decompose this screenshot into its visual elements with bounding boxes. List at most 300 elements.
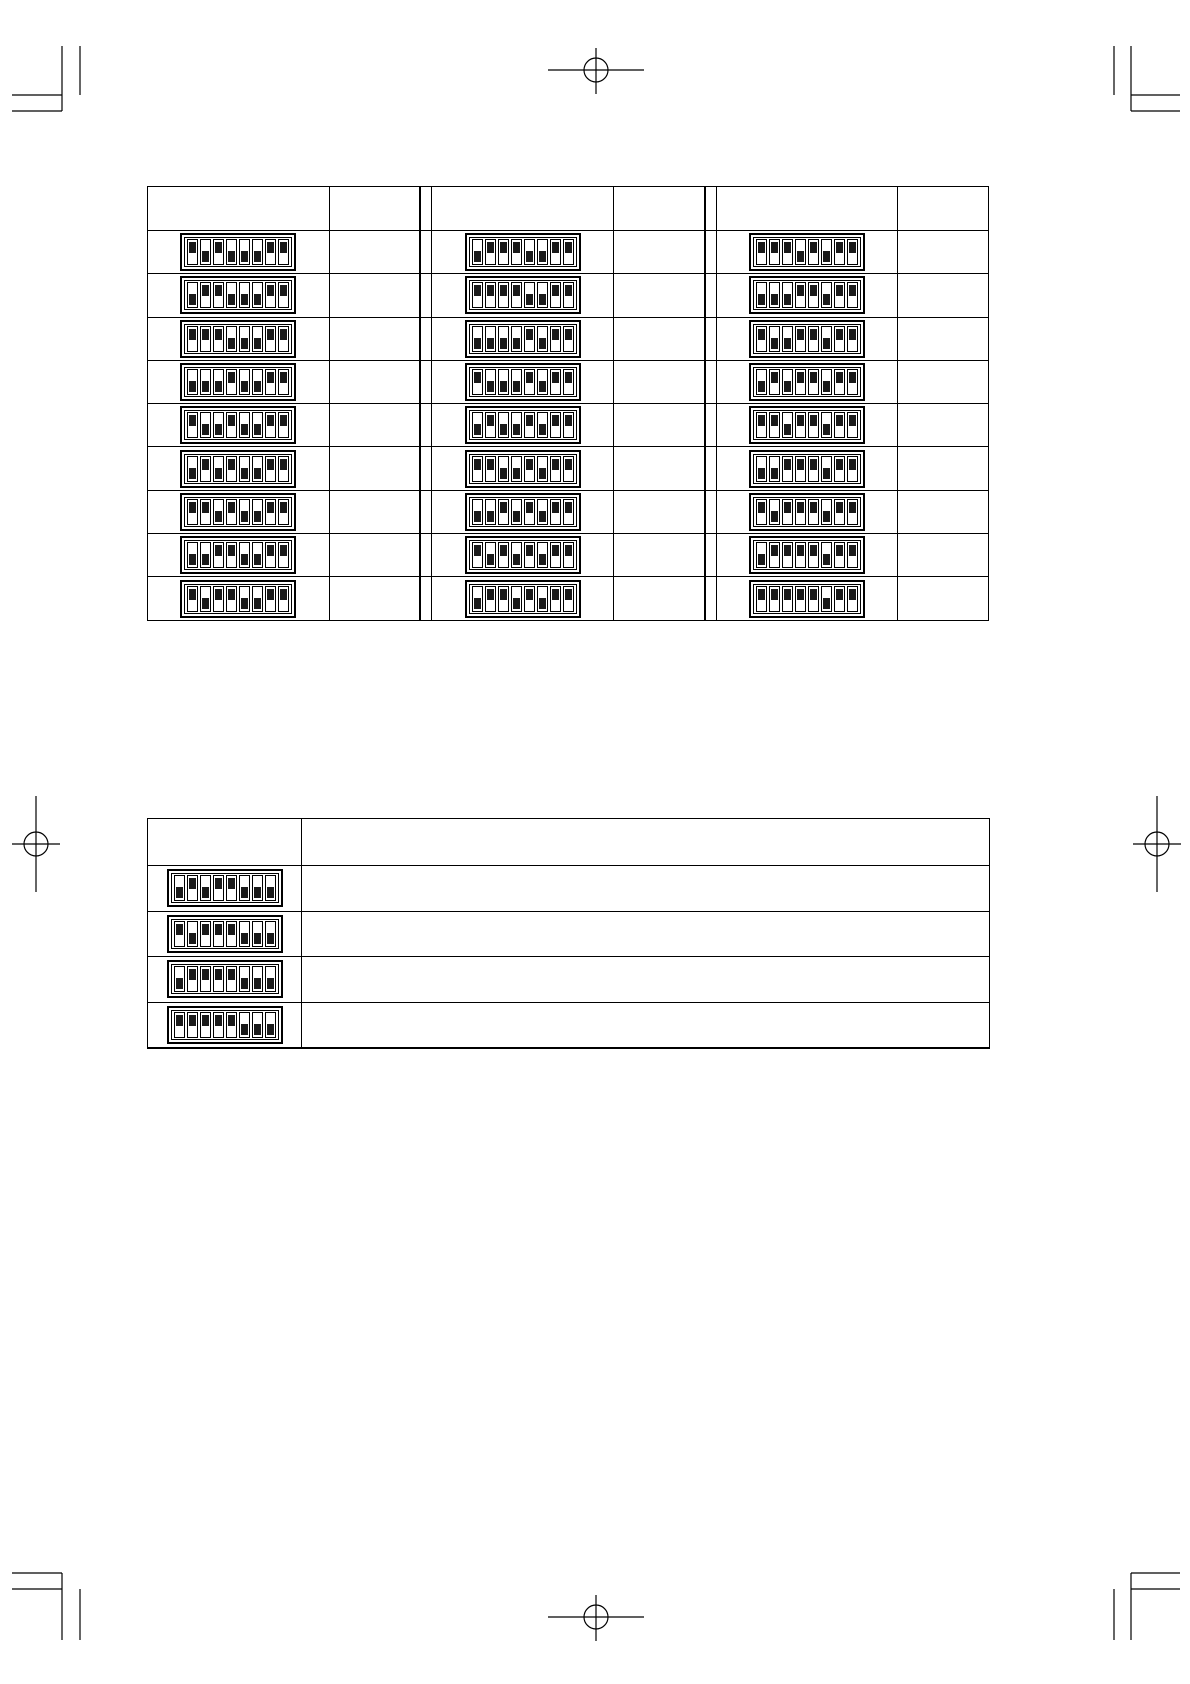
switch-setting-cell: [716, 231, 898, 274]
switch-setting-cell: [148, 274, 330, 317]
dip-switch-7-up: [550, 456, 561, 482]
dip-switch-5-up: [808, 326, 819, 352]
switch-knob: [836, 545, 843, 556]
switch-knob: [254, 1024, 261, 1035]
switch-knob: [241, 511, 248, 522]
switch-setting-cell: [148, 490, 330, 533]
dip-switch-2-down: [200, 586, 211, 612]
dip-switch-4-down: [511, 499, 522, 525]
dip-switch-3-up: [213, 586, 224, 612]
dip-switch-4-up: [226, 369, 237, 395]
switch-setting-cell: [716, 490, 898, 533]
value-cell: [329, 360, 420, 403]
column-separator: [705, 231, 716, 274]
switch-knob: [202, 251, 209, 262]
dip-switch-6-down: [821, 456, 832, 482]
dip-switch-7-up: [834, 542, 845, 568]
dip-switch-4-down: [795, 239, 806, 265]
dip-switch-2-up: [769, 412, 780, 438]
dip-switch-8-up: [278, 542, 289, 568]
switch-knob: [189, 329, 196, 340]
switch-setting-cell: [716, 577, 898, 620]
switch-knob: [784, 589, 791, 600]
switch-knob: [487, 415, 494, 426]
dip-switch-8-down: [265, 966, 276, 992]
switch-knob: [474, 251, 481, 262]
dip-switch-block: [465, 536, 581, 574]
switch-knob: [474, 459, 481, 470]
dip-switch-2-up: [200, 282, 211, 308]
dip-switch-3-up: [498, 586, 509, 612]
table-row: [148, 534, 989, 577]
switch-knob: [487, 338, 494, 349]
dip-switch-block: [180, 406, 296, 444]
switch-knob: [254, 294, 261, 305]
switch-knob: [254, 424, 261, 435]
switch-knob: [215, 545, 222, 556]
value-cell: [614, 404, 705, 447]
dip-switch-4-up: [511, 239, 522, 265]
dip-switch-1-down: [756, 282, 767, 308]
switch-knob: [215, 589, 222, 600]
switch-knob: [758, 502, 765, 513]
dip-switch-5-down: [524, 282, 535, 308]
switch-knob: [215, 878, 222, 889]
switch-knob: [758, 554, 765, 565]
dip-switch-6-down: [252, 456, 263, 482]
dip-switch-1-up: [187, 326, 198, 352]
switch-knob: [552, 589, 559, 600]
dip-switch-2-down: [485, 369, 496, 395]
dip-switch-1-up: [472, 542, 483, 568]
dip-switch-4-up: [226, 456, 237, 482]
dip-switch-3-up: [213, 326, 224, 352]
dip-switch-2-down: [200, 542, 211, 568]
dip-switch-5-down: [239, 586, 250, 612]
switch-knob: [810, 242, 817, 253]
dip-switch-2-down: [485, 542, 496, 568]
dip-switch-6-down: [239, 921, 250, 947]
switch-knob: [487, 589, 494, 600]
switch-knob: [241, 978, 248, 989]
switch-knob: [836, 372, 843, 383]
dip-switch-8-up: [847, 499, 858, 525]
dip-switch-block: [180, 580, 296, 618]
switch-knob: [771, 511, 778, 522]
switch-knob: [241, 251, 248, 262]
dip-switch-settings-body: [148, 187, 989, 621]
dip-switch-4-up: [795, 456, 806, 482]
dip-switch-6-down: [537, 412, 548, 438]
dip-switch-6-down: [537, 369, 548, 395]
switch-setting-cell: [148, 911, 302, 957]
dip-switch-3-down: [782, 326, 793, 352]
switch-knob: [758, 329, 765, 340]
switch-knob: [513, 598, 520, 609]
dip-switch-8-up: [847, 586, 858, 612]
switch-knob: [500, 338, 507, 349]
dip-switch-5-down: [239, 326, 250, 352]
switch-knob: [849, 545, 856, 556]
dip-switch-7-up: [265, 369, 276, 395]
dip-switch-6-down: [821, 542, 832, 568]
value-cell: [614, 274, 705, 317]
description-cell: [302, 957, 990, 1003]
dip-switch-8-up: [847, 542, 858, 568]
dip-switch-4-up: [795, 369, 806, 395]
dip-switch-7-up: [550, 282, 561, 308]
switch-knob: [797, 502, 804, 513]
switch-knob: [176, 1015, 183, 1026]
dip-switch-3-up: [213, 282, 224, 308]
value-cell: [614, 360, 705, 403]
value-cell: [898, 360, 989, 403]
value-cell: [329, 447, 420, 490]
table-row: [148, 911, 990, 957]
column-separator: [420, 187, 431, 231]
switch-knob: [526, 459, 533, 470]
dip-switch-1-up: [187, 239, 198, 265]
dip-switch-5-down: [239, 412, 250, 438]
column-separator: [705, 577, 716, 620]
column-separator: [420, 490, 431, 533]
switch-knob: [215, 511, 222, 522]
value-cell: [614, 490, 705, 533]
switch-knob: [241, 381, 248, 392]
switch-knob: [526, 251, 533, 262]
switch-knob: [189, 294, 196, 305]
switch-knob: [565, 415, 572, 426]
dip-switch-5-down: [239, 542, 250, 568]
switch-knob: [836, 242, 843, 253]
dip-switch-7-up: [834, 326, 845, 352]
dip-switch-5-up: [808, 369, 819, 395]
switch-knob: [513, 242, 520, 253]
switch-setting-cell: [148, 1002, 302, 1048]
dip-switch-4-up: [213, 921, 224, 947]
dip-switch-8-up: [563, 499, 574, 525]
switch-knob: [513, 554, 520, 565]
switch-setting-cell: [148, 534, 330, 577]
column-separator: [705, 360, 716, 403]
switch-knob: [836, 459, 843, 470]
dip-switch-4-down: [511, 542, 522, 568]
switch-knob: [474, 598, 481, 609]
switch-knob: [539, 338, 546, 349]
value-cell: [898, 274, 989, 317]
switch-knob: [810, 285, 817, 296]
switch-knob: [254, 468, 261, 479]
switch-knob: [241, 294, 248, 305]
dip-switch-6-down: [821, 369, 832, 395]
dip-switch-7-up: [834, 369, 845, 395]
column-separator: [705, 447, 716, 490]
dip-switch-block: [465, 320, 581, 358]
dip-switch-1-up: [472, 456, 483, 482]
dip-switch-5-down: [239, 239, 250, 265]
dip-switch-8-up: [563, 326, 574, 352]
dip-switch-5-up: [524, 326, 535, 352]
dip-switch-7-up: [265, 456, 276, 482]
dip-switch-4-down: [511, 326, 522, 352]
switch-knob: [565, 329, 572, 340]
switch-knob: [228, 502, 235, 513]
switch-knob: [539, 511, 546, 522]
dip-switch-4-up: [795, 326, 806, 352]
dip-switch-1-up: [756, 326, 767, 352]
dip-switch-1-down: [472, 326, 483, 352]
dip-switch-5-down: [239, 282, 250, 308]
switch-knob: [836, 589, 843, 600]
dip-switch-5-up: [808, 282, 819, 308]
dip-switch-4-up: [795, 586, 806, 612]
dip-switch-block: [180, 493, 296, 531]
value-cell: [898, 490, 989, 533]
switch-knob: [215, 924, 222, 935]
dip-switch-6-down: [537, 326, 548, 352]
value-cell: [329, 274, 420, 317]
switch-knob: [254, 887, 261, 898]
dip-switch-block: [749, 320, 865, 358]
dip-switch-4-up: [226, 499, 237, 525]
switch-knob: [552, 242, 559, 253]
dip-switch-3-down: [213, 499, 224, 525]
switch-setting-cell: [148, 231, 330, 274]
switch-knob: [526, 589, 533, 600]
value-cell: [898, 577, 989, 620]
switch-setting-cell: [148, 957, 302, 1003]
dip-switch-5-up: [524, 369, 535, 395]
dip-switch-5-up: [524, 456, 535, 482]
switch-knob: [810, 372, 817, 383]
dip-switch-block: [749, 493, 865, 531]
switch-knob: [784, 381, 791, 392]
dip-switch-6-down: [252, 412, 263, 438]
switch-knob: [810, 329, 817, 340]
switch-knob: [784, 459, 791, 470]
value-cell: [614, 231, 705, 274]
table-row: [148, 866, 990, 912]
dip-switch-1-up: [187, 499, 198, 525]
dip-switch-block: [749, 233, 865, 271]
table-header-row: [148, 819, 990, 866]
dip-switch-1-down: [472, 412, 483, 438]
dip-switch-2-up: [485, 586, 496, 612]
switch-setting-cell: [148, 447, 330, 490]
dip-switch-5-up: [226, 966, 237, 992]
switch-knob: [280, 545, 287, 556]
switch-setting-cell: [432, 274, 614, 317]
switch-knob: [202, 924, 209, 935]
switch-knob: [500, 242, 507, 253]
switch-setting-cell: [716, 404, 898, 447]
dip-switch-4-up: [795, 542, 806, 568]
dip-switch-2-down: [769, 499, 780, 525]
dip-switch-3-up: [498, 282, 509, 308]
dip-switch-5-up: [226, 921, 237, 947]
dip-switch-block: [180, 233, 296, 271]
switch-knob: [202, 598, 209, 609]
dip-switch-6-down: [537, 499, 548, 525]
dip-switch-8-up: [847, 369, 858, 395]
value-cell: [329, 577, 420, 620]
switch-knob: [202, 424, 209, 435]
value-cell: [329, 534, 420, 577]
switch-knob: [228, 294, 235, 305]
dip-switch-6-down: [537, 586, 548, 612]
switch-knob: [784, 424, 791, 435]
dip-switch-1-up: [756, 499, 767, 525]
dip-switch-8-up: [278, 369, 289, 395]
dip-switch-4-up: [226, 412, 237, 438]
switch-knob: [513, 285, 520, 296]
dip-switch-2-up: [485, 456, 496, 482]
switch-knob: [565, 545, 572, 556]
value-cell: [614, 534, 705, 577]
dip-switch-2-up: [200, 456, 211, 482]
switch-knob: [228, 924, 235, 935]
switch-knob: [500, 381, 507, 392]
dip-switch-6-down: [821, 412, 832, 438]
value-cell: [614, 317, 705, 360]
description-cell: [302, 1002, 990, 1048]
switch-setting-cell: [432, 231, 614, 274]
switch-knob: [267, 589, 274, 600]
dip-switch-2-down: [769, 326, 780, 352]
switch-knob: [771, 468, 778, 479]
dip-switch-4-down: [511, 586, 522, 612]
switch-knob: [189, 242, 196, 253]
switch-knob: [474, 511, 481, 522]
dip-switch-3-up: [213, 542, 224, 568]
switch-knob: [500, 424, 507, 435]
value-cell: [898, 534, 989, 577]
dip-switch-7-down: [252, 875, 263, 901]
switch-knob: [474, 338, 481, 349]
dip-switch-1-up: [756, 586, 767, 612]
dip-switch-6-down: [537, 239, 548, 265]
switch-knob: [823, 338, 830, 349]
header-value-col-1: [329, 187, 420, 231]
dip-switch-1-down: [187, 456, 198, 482]
switch-knob: [849, 242, 856, 253]
switch-knob: [202, 554, 209, 565]
switch-knob: [228, 545, 235, 556]
table-row: [148, 274, 989, 317]
switch-knob: [215, 969, 222, 980]
dip-switch-2-down: [200, 369, 211, 395]
dip-switch-5-up: [808, 456, 819, 482]
switch-knob: [836, 285, 843, 296]
value-cell: [898, 447, 989, 490]
switch-knob: [228, 415, 235, 426]
dip-switch-3-up: [782, 542, 793, 568]
switch-knob: [500, 468, 507, 479]
switch-knob: [539, 251, 546, 262]
dip-switch-4-down: [226, 326, 237, 352]
dip-switch-7-up: [265, 239, 276, 265]
switch-knob: [254, 978, 261, 989]
switch-setting-cell: [148, 317, 330, 360]
dip-switch-3-down: [782, 282, 793, 308]
switch-knob: [189, 933, 196, 944]
dip-switch-2-up: [200, 326, 211, 352]
switch-knob: [228, 878, 235, 889]
dip-switch-7-up: [550, 239, 561, 265]
dip-switch-5-down: [239, 369, 250, 395]
switch-knob: [241, 554, 248, 565]
table-row: [148, 957, 990, 1003]
column-separator: [705, 317, 716, 360]
switch-setting-cell: [148, 360, 330, 403]
switch-knob: [474, 424, 481, 435]
dip-switch-7-up: [550, 326, 561, 352]
switch-knob: [810, 415, 817, 426]
dip-switch-block: [465, 233, 581, 271]
switch-knob: [771, 415, 778, 426]
dip-switch-block: [749, 363, 865, 401]
dip-switch-8-up: [563, 239, 574, 265]
table-row: [148, 447, 989, 490]
switch-setting-cell: [716, 447, 898, 490]
switch-knob: [823, 598, 830, 609]
description-cell: [302, 911, 990, 957]
switch-knob: [267, 459, 274, 470]
dip-switch-8-up: [847, 282, 858, 308]
table-header-row: [148, 187, 989, 231]
column-separator: [705, 490, 716, 533]
value-cell: [329, 404, 420, 447]
dip-switch-2-up: [485, 282, 496, 308]
dip-switch-8-up: [563, 412, 574, 438]
dip-switch-block: [167, 1006, 283, 1044]
value-cell: [898, 231, 989, 274]
column-separator: [705, 274, 716, 317]
switch-setting-cell: [716, 317, 898, 360]
switch-knob: [280, 242, 287, 253]
header-value-col-2: [614, 187, 705, 231]
table-row: [148, 577, 989, 620]
dip-switch-1-down: [187, 542, 198, 568]
dip-switch-3-down: [213, 369, 224, 395]
switch-knob: [797, 285, 804, 296]
dip-switch-3-down: [782, 369, 793, 395]
switch-knob: [241, 468, 248, 479]
dip-switch-7-up: [265, 326, 276, 352]
dip-switch-2-up: [485, 239, 496, 265]
switch-knob: [758, 415, 765, 426]
switch-knob: [823, 381, 830, 392]
dip-switch-3-up: [213, 239, 224, 265]
table-row: [148, 490, 989, 533]
dip-switch-block: [465, 406, 581, 444]
switch-knob: [513, 511, 520, 522]
switch-knob: [228, 459, 235, 470]
switch-knob: [513, 424, 520, 435]
switch-knob: [280, 459, 287, 470]
switch-knob: [189, 468, 196, 479]
dip-switch-7-up: [550, 586, 561, 612]
value-cell: [614, 447, 705, 490]
dip-switch-2-up: [187, 1012, 198, 1038]
dip-switch-6-down: [252, 369, 263, 395]
dip-switch-block: [180, 276, 296, 314]
dip-switch-6-down: [537, 542, 548, 568]
switch-knob: [539, 294, 546, 305]
switch-knob: [526, 415, 533, 426]
switch-knob: [758, 468, 765, 479]
column-separator: [420, 404, 431, 447]
